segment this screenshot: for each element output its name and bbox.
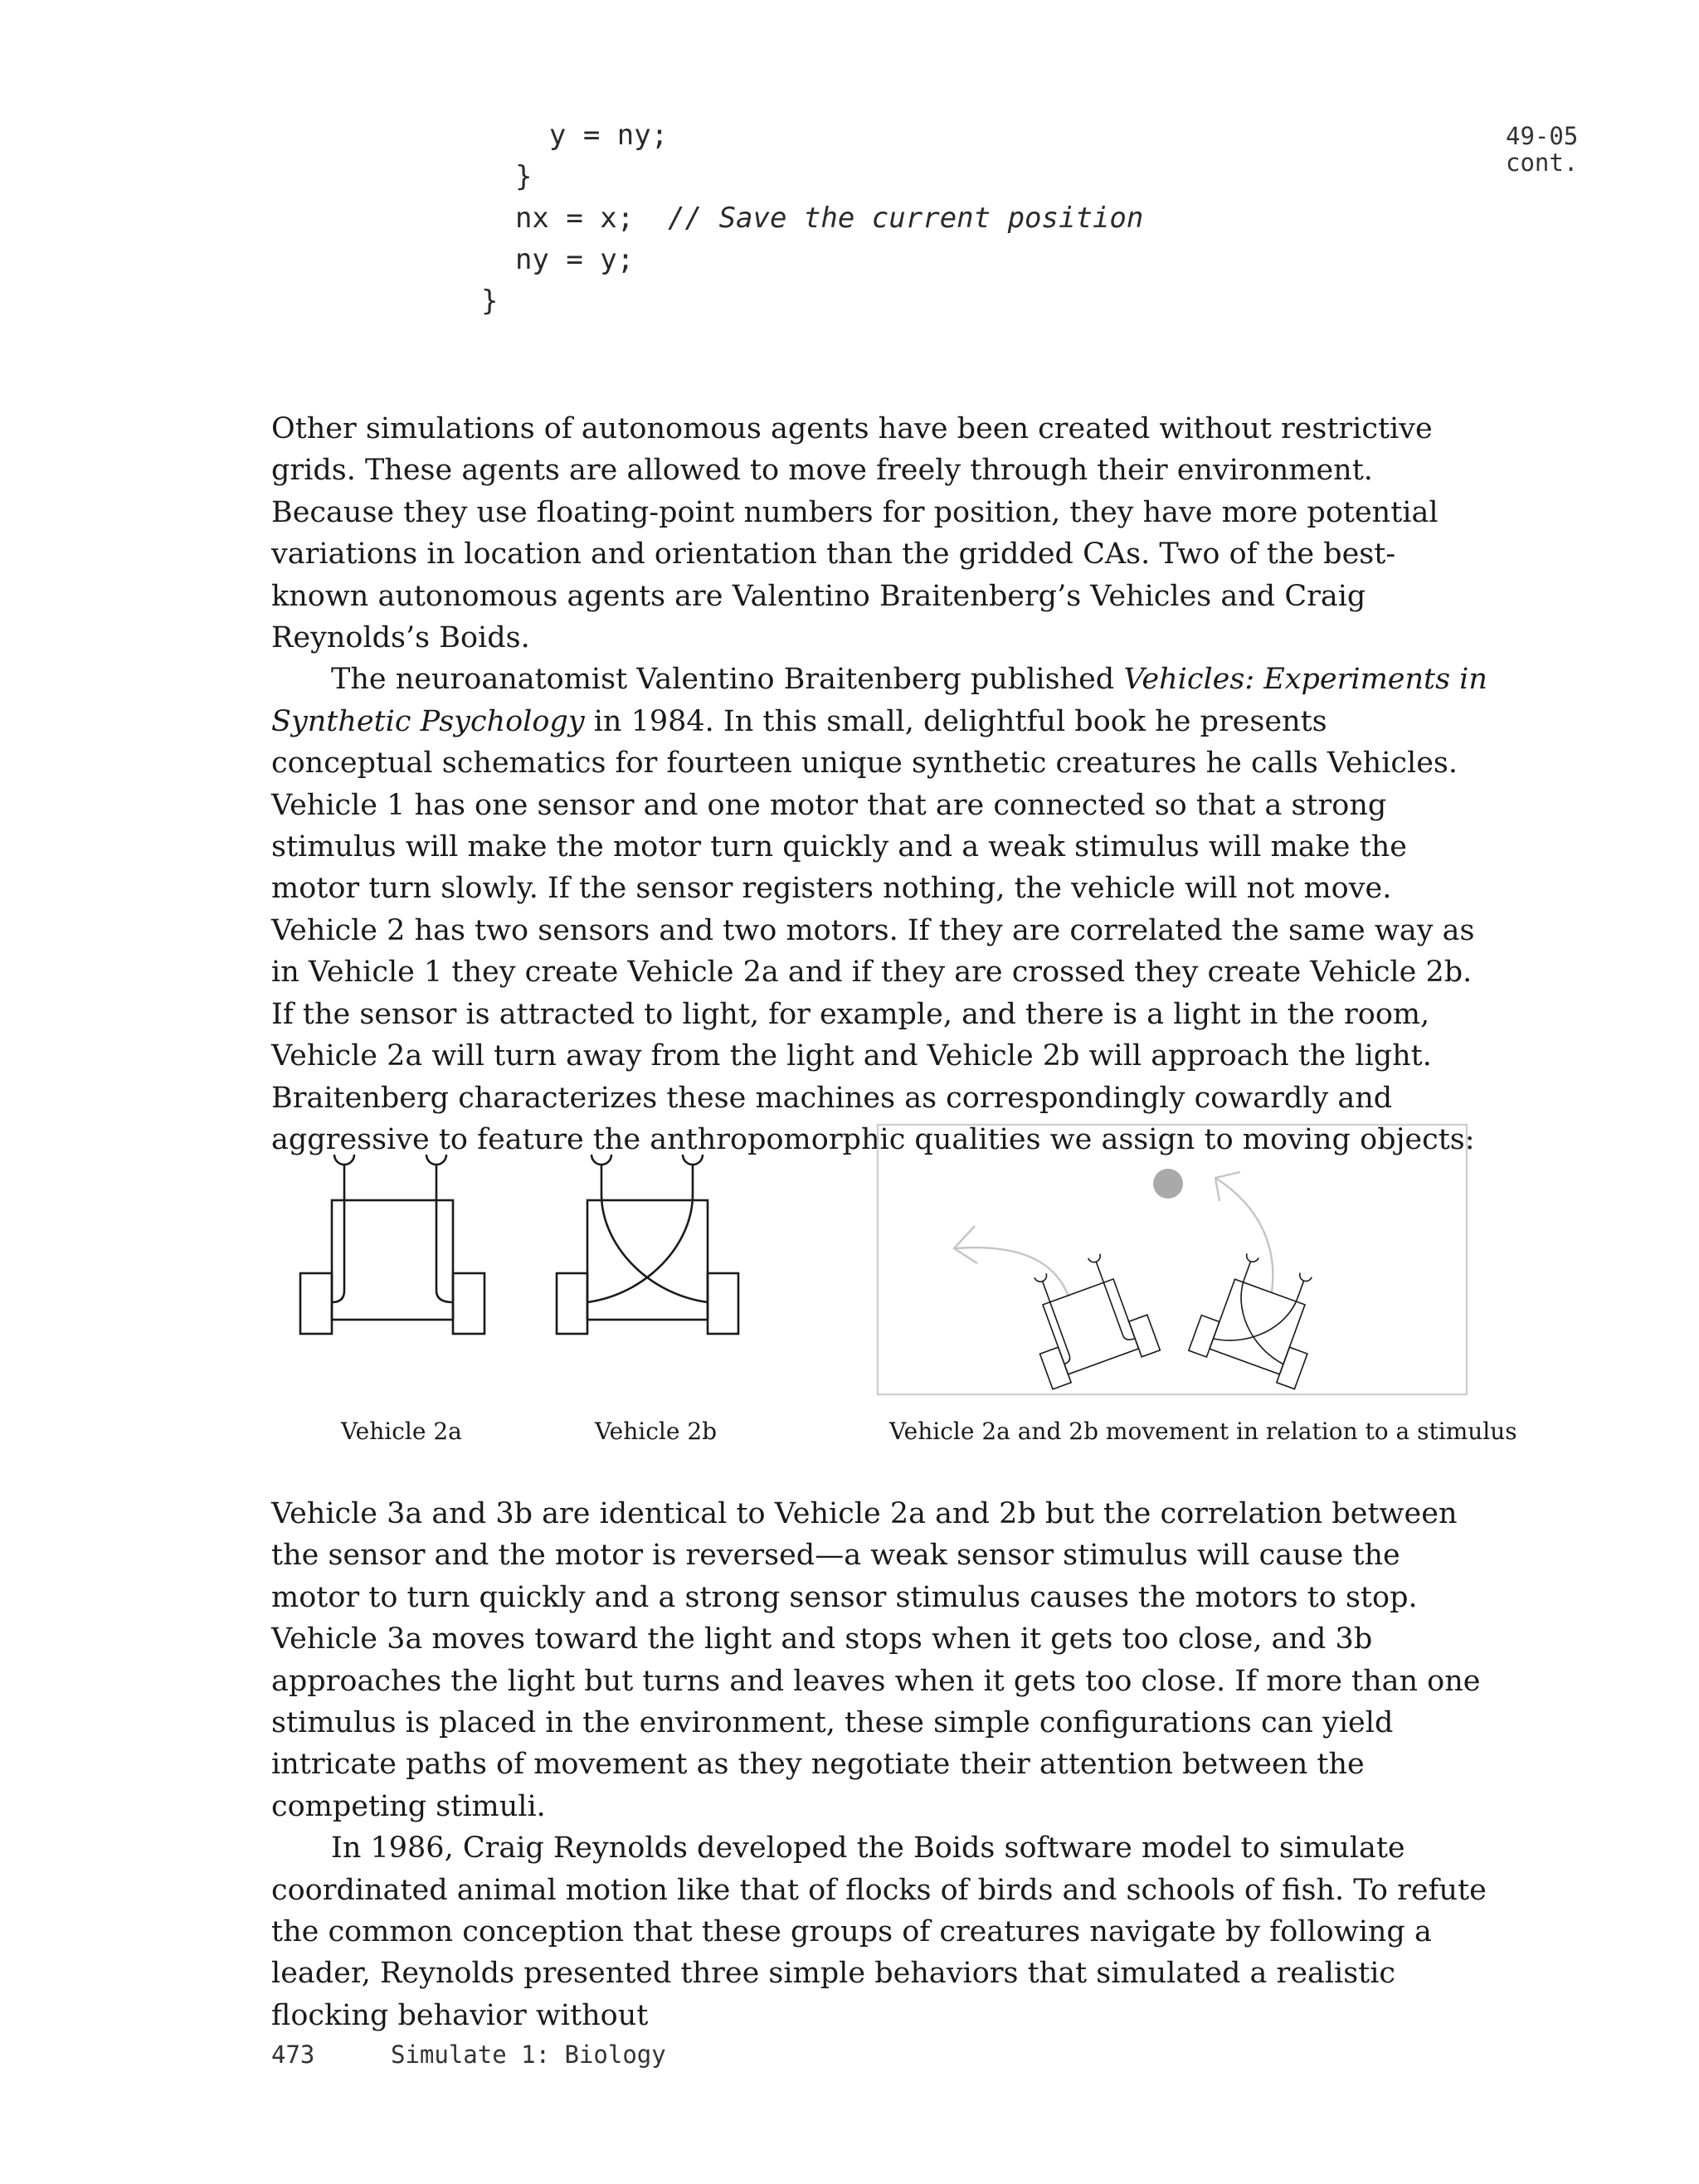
paragraph: In 1986, Craig Reynolds developed the Boids software model to simulate coordinated animal motion like that of flocks of birds and schools of fish. To refute the common conception that these groups of creatures navigate by following a leader, Reynolds presented three simple behaviors that simulated a realistic flocking behavior without — [271, 1831, 1487, 2032]
code-line: } — [481, 285, 499, 318]
wire-crossed-left — [601, 1165, 708, 1302]
stimulus-light — [1153, 1169, 1183, 1199]
arrowhead-icon — [1215, 1172, 1240, 1201]
running-footer-title: Simulate 1: Biology — [391, 2041, 666, 2069]
caption-vehicle-2a: Vehicle 2a — [341, 1418, 462, 1445]
wheel-right — [453, 1273, 484, 1334]
vehicle-2a-diagram — [300, 1155, 484, 1334]
wire-right — [436, 1165, 453, 1302]
page-number: 473 — [271, 2041, 315, 2069]
paragraph: Vehicle 3a and 3b are identical to Vehicle 2a and 2b but the correlation between the sensor and the motor is reversed—a weak sensor stimulus will cause the motor to turn quickly and a strong sensor stimulus causes the motors to stop. Vehicle 3a moves toward the light and stops when it gets too close, and 3b approaches the light but turns and leaves when it gets too close. If more than one stimulus is placed in the environment, these simple configurations can yield intricate paths of movement as they negotiate their attention between the competing stimuli. — [271, 1497, 1481, 1823]
caption-vehicle-2b: Vehicle 2b — [595, 1418, 718, 1445]
code-text: nx = x; — [481, 202, 669, 235]
wire-left — [332, 1165, 344, 1302]
vehicle-2a-rotated — [1015, 1246, 1160, 1389]
code-line: } — [481, 160, 533, 193]
vehicle-body — [587, 1200, 708, 1320]
arrowhead-icon — [954, 1226, 977, 1263]
vehicle-2b-rotated — [1189, 1246, 1332, 1389]
margin-label — [1506, 123, 1578, 176]
caption-movement: Vehicle 2a and 2b movement in relation to a stimulus — [889, 1418, 1517, 1445]
code-comment: // Save the current position — [668, 202, 1144, 235]
paragraph-text: in 1984. In this small, delightful book he presents conceptual schematics for fourteen unique synthetic creatures he calls Vehicles. Vehicle 1 has one sensor and one motor that are connected so that a strong stimulus will make the motor turn quickly and a weak stimulus will make the motor turn slowly. If the sensor registers nothing, the vehicle will not move. Vehicle 2 has two sensors and two motors. If they are correlated the same way as in Vehicle 1 they create Vehicle 2a and if they are crossed they create Vehicle 2b. If the sensor is attracted to light, for example, and there is a light in the room, Vehicle 2a will turn away from the light and Vehicle 2b will approach the light. Braitenberg characterizes these machines as correspondingly cowardly and aggressive to feature the anthropomorphic qualities we assign to moving objects: — [271, 704, 1475, 1156]
vehicle-body — [332, 1200, 453, 1320]
path-arrow-2a — [956, 1248, 1069, 1296]
margin-label-code: 49-05 — [1506, 122, 1579, 150]
vehicle-2b-diagram — [557, 1155, 738, 1334]
code-line: ny = y; — [481, 243, 635, 276]
movement-panel — [878, 1125, 1467, 1394]
path-arrow-2b — [1215, 1178, 1273, 1292]
paragraph — [271, 659, 1491, 1160]
body-text-upper — [271, 408, 1491, 1160]
book-title: Vehicles: Experiments in Synthetic Psychology — [271, 663, 1487, 738]
wheel-left — [557, 1273, 587, 1334]
wheel-right — [708, 1273, 738, 1334]
body-text-lower — [271, 1493, 1491, 2036]
margin-label-cont: cont. — [1506, 148, 1579, 177]
code-line — [481, 197, 1143, 239]
paragraph: Other simulations of autonomous agents have been created without restrictive grids. These agents are allowed to move freely through their environment. Because they use floating-point numbers for position, they have more potential variations in location and orientation than the gridded CAs. Two of the best-known autonomous agents are Valentino Braitenberg’s Vehicles and Craig Reynolds’s Boids. — [271, 412, 1439, 655]
wire-crossed-right — [587, 1165, 693, 1302]
code-line: y = ny; — [481, 119, 669, 152]
panel-frame — [878, 1125, 1467, 1394]
code-listing — [481, 114, 1143, 322]
wheel-left — [300, 1273, 332, 1334]
paragraph-text: The neuroanatomist Valentino Braitenberg published — [331, 663, 1124, 697]
